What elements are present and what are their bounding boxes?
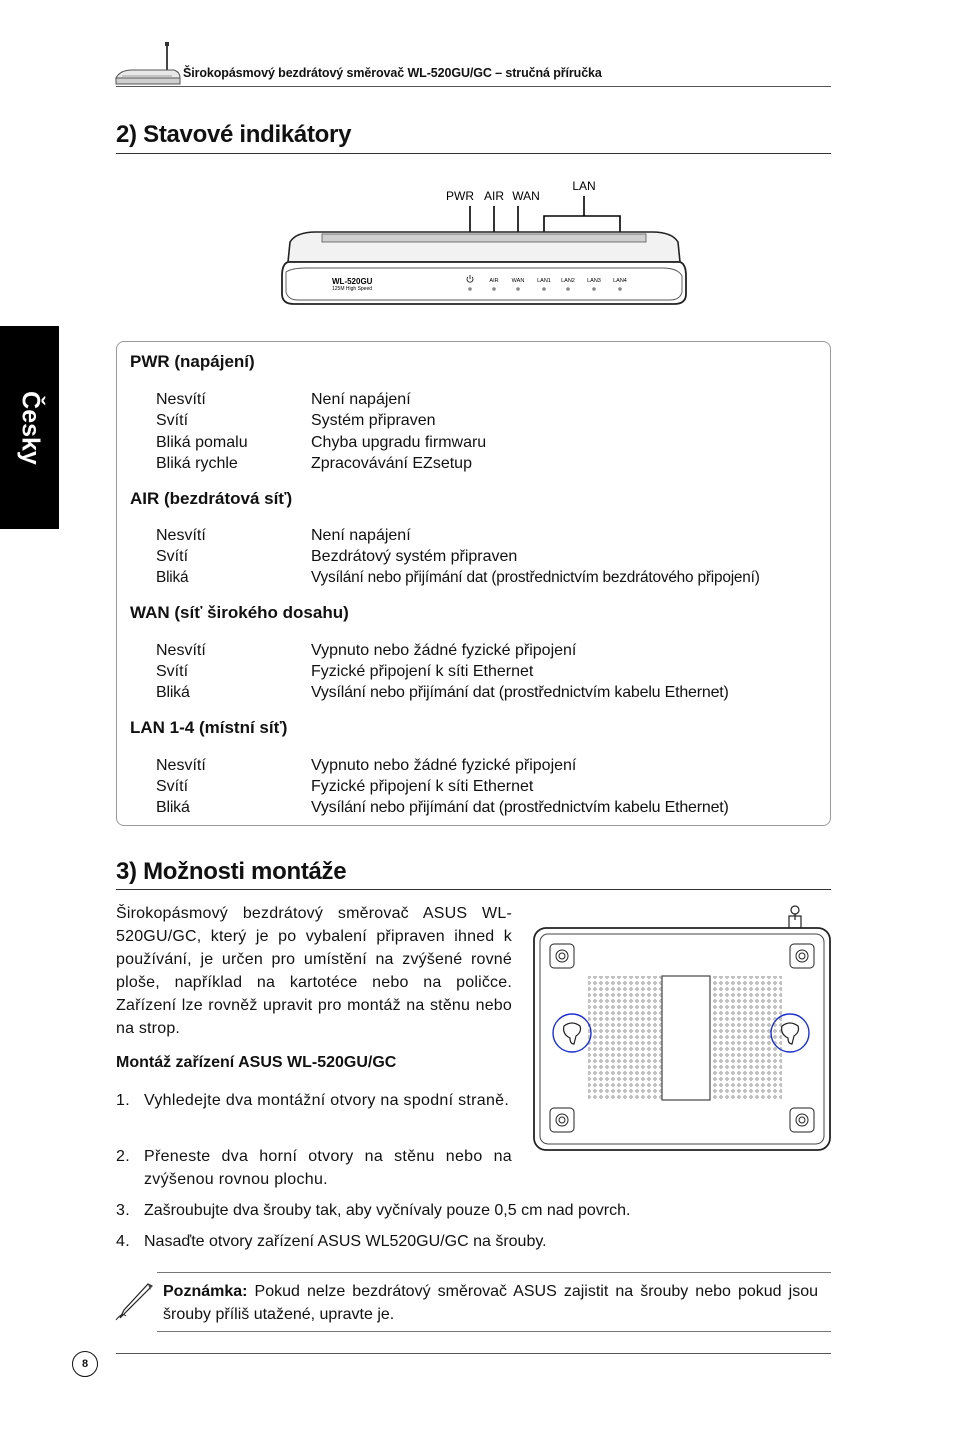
section-title-indicators: 2) Stavové indikátory <box>116 121 352 148</box>
panel-label-lan1: LAN1 <box>537 278 551 284</box>
language-tab-label: Česky <box>16 390 44 465</box>
panel-label-lan4: LAN4 <box>613 278 627 284</box>
mounting-subtitle: Montáž zařízení ASUS WL-520GU/GC <box>116 1054 397 1071</box>
callout-air: AIR <box>483 189 505 203</box>
callout-pwr: PWR <box>446 189 474 203</box>
callout-lan: LAN <box>572 179 596 193</box>
language-tab <box>0 326 59 529</box>
header-title: Širokopásmový bezdrátový směrovač WL-520GU/GC – stručná příručka <box>183 66 602 80</box>
section-divider <box>116 153 831 154</box>
router-bottom-diagram <box>532 902 832 1152</box>
section-divider <box>116 889 831 890</box>
callout-wan: WAN <box>512 189 540 203</box>
router-logo-icon <box>112 42 182 88</box>
router-front-diagram <box>276 176 692 312</box>
panel-label-lan3: LAN3 <box>587 278 601 284</box>
panel-label-wan: WAN <box>511 278 525 284</box>
mounting-paragraph: Širokopásmový bezdrátový směrovač ASUS WL-520GU/GC, který je po vybalení připraven ihned k používání, je určen pro umístění na zvýšené rovné ploše, například na kartotéce nebo na poličce. Zařízení lze rovněž upravit pro montáž na stěnu nebo na strop. <box>116 905 512 1037</box>
note-text <box>163 1280 818 1326</box>
group-title-pwr: PWR (napájení) <box>130 352 255 371</box>
note-label: Poznámka: <box>163 1283 248 1300</box>
pen-note-icon <box>112 1282 156 1322</box>
panel-label-lan2: LAN2 <box>561 278 575 284</box>
section-title-mounting: 3) Možnosti montáže <box>116 858 347 885</box>
note-body: Pokud nelze bezdrátový směrovač ASUS zajistit na šrouby nebo pokud jsou šrouby příliš utažené, upravte je. <box>163 1283 818 1323</box>
footer-divider <box>116 1353 831 1354</box>
device-sub-label: 125M High Speed <box>332 286 373 292</box>
note-divider-top <box>157 1272 831 1273</box>
group-title-air: AIR (bezdrátová síť) <box>130 489 293 508</box>
page-number: 8 <box>72 1351 98 1377</box>
group-title-wan: WAN (síť širokého dosahu) <box>130 603 349 622</box>
panel-label-air: AIR <box>489 278 499 284</box>
group-title-lan: LAN 1-4 (místní síť) <box>130 718 288 737</box>
header-divider <box>116 86 831 87</box>
note-divider-bottom <box>157 1331 831 1332</box>
device-model-label: WL-520GU <box>332 277 373 286</box>
